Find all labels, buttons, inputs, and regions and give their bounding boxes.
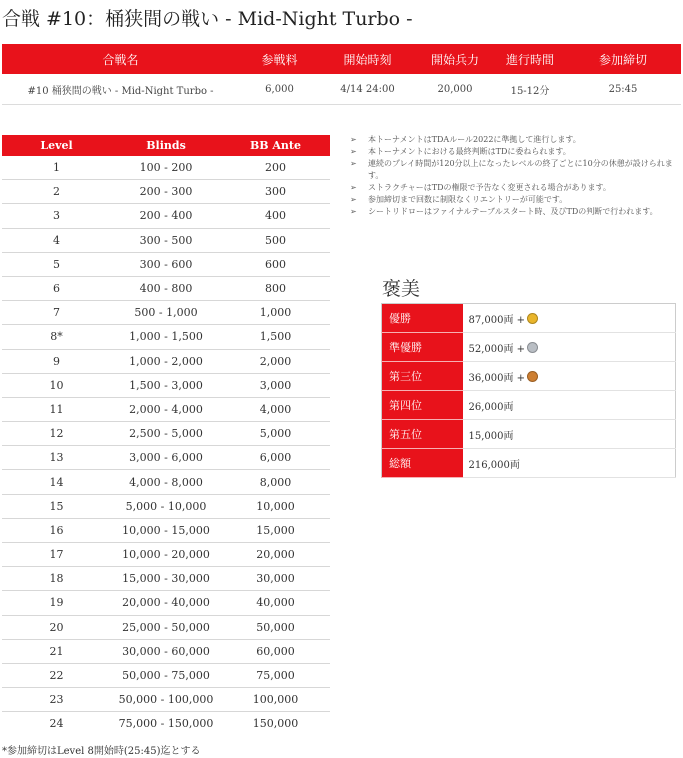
bb-ante-cell: 4,000 [221, 397, 330, 421]
prize-heading: 褒美 [382, 278, 421, 300]
blinds-cell: 2,500 - 5,000 [111, 422, 221, 446]
prize-cell [463, 391, 676, 420]
table-row [2, 494, 330, 518]
table-row [2, 156, 330, 180]
table-row [2, 180, 330, 204]
level-duration: 15-12分 [495, 74, 565, 105]
blinds-cell: 10,000 - 20,000 [111, 543, 221, 567]
prize-place: 第五位 [382, 420, 463, 449]
bb-ante-cell: 6,000 [221, 446, 330, 470]
prize-cell [463, 333, 676, 362]
bb-ante-cell: 400 [221, 204, 330, 228]
level-cell: 19 [2, 591, 111, 615]
table-row [2, 688, 330, 712]
prize-cell [463, 449, 676, 478]
table-row [2, 591, 330, 615]
bb-ante-cell: 50,000 [221, 615, 330, 639]
blinds-cell: 20,000 - 40,000 [111, 591, 221, 615]
level-cell: 23 [2, 688, 111, 712]
rules-list [350, 134, 683, 218]
blinds-cell: 1,000 - 2,000 [111, 349, 221, 373]
arrow-bullet-icon: ➢ [350, 147, 357, 156]
prize-place: 優勝 [382, 304, 463, 333]
prize-amount: 216,000両 [468, 459, 520, 471]
rule-text: シートリドローはファイナルテーブルスタート時、及びTDの判断で行われます。 [368, 207, 658, 216]
blinds-cell: 10,000 - 15,000 [111, 518, 221, 542]
prize-cell [463, 362, 676, 391]
prize-amount: 15,000両 [468, 430, 514, 442]
blind-structure-table [2, 135, 330, 736]
blinds-cell: 300 - 600 [111, 252, 221, 276]
bb-ante-cell: 100,000 [221, 688, 330, 712]
header-late-registration: 参加締切 [565, 44, 681, 74]
level-cell: 16 [2, 518, 111, 542]
table-row [382, 333, 676, 362]
blinds-cell: 50,000 - 100,000 [111, 688, 221, 712]
blinds-cell: 1,500 - 3,000 [111, 373, 221, 397]
level-cell: 20 [2, 615, 111, 639]
table-row [382, 420, 676, 449]
level-cell: 12 [2, 422, 111, 446]
bb-ante-cell: 600 [221, 252, 330, 276]
list-item [350, 146, 683, 158]
table-row [382, 391, 676, 420]
arrow-bullet-icon: ➢ [350, 159, 357, 168]
bb-ante-cell: 8,000 [221, 470, 330, 494]
table-row [2, 74, 681, 105]
blinds-cell: 400 - 800 [111, 276, 221, 300]
header-entry-fee: 参戦料 [239, 44, 320, 74]
prize-amount: 36,000両 + [468, 372, 526, 384]
bb-ante-cell: 75,000 [221, 663, 330, 687]
battle-name: #10 桶狭間の戦い - Mid-Night Turbo - [2, 74, 239, 105]
table-row [2, 663, 330, 687]
level-cell: 22 [2, 663, 111, 687]
prize-cell [463, 420, 676, 449]
blinds-cell: 200 - 300 [111, 180, 221, 204]
prize-table [381, 303, 676, 478]
list-item [350, 134, 683, 146]
table-row [2, 325, 330, 349]
table-row [2, 276, 330, 300]
table-row [2, 228, 330, 252]
table-row [2, 373, 330, 397]
bb-ante-cell: 1,000 [221, 301, 330, 325]
silver-medal-icon [527, 342, 538, 353]
header-level-duration: 進行時間 [495, 44, 565, 74]
list-item [350, 206, 683, 218]
table-row [2, 518, 330, 542]
blinds-cell: 25,000 - 50,000 [111, 615, 221, 639]
level-cell: 3 [2, 204, 111, 228]
bb-ante-cell: 1,500 [221, 325, 330, 349]
header-starting-stack: 開始兵力 [415, 44, 495, 74]
rule-text: ストラクチャーはTDの権限で予告なく変更される場合があります。 [368, 183, 611, 192]
blinds-cell: 75,000 - 150,000 [118, 717, 214, 731]
table-row [2, 712, 330, 736]
table-row [382, 449, 676, 478]
table-row [2, 470, 330, 494]
prize-amount: 87,000両 + [468, 314, 526, 326]
blinds-cell: 300 - 500 [111, 228, 221, 252]
prize-amount: 52,000両 + [468, 343, 526, 355]
table-row [2, 349, 330, 373]
level-cell: 1 [2, 156, 111, 180]
blinds-cell: 4,000 - 8,000 [111, 470, 221, 494]
table-row [382, 362, 676, 391]
arrow-bullet-icon: ➢ [350, 195, 357, 204]
starting-stack: 20,000 [415, 74, 495, 105]
bb-ante-cell: 150,000 [252, 717, 299, 731]
page-title: 合戦 #10：桶狭間の戦い - Mid-Night Turbo - [2, 8, 413, 30]
gold-medal-icon [527, 313, 538, 324]
tournament-summary-table [2, 44, 681, 105]
table-row [2, 543, 330, 567]
bb-ante-cell: 500 [221, 228, 330, 252]
header-battle-name: 合戦名 [2, 44, 239, 74]
prize-place: 準優勝 [382, 333, 463, 362]
bb-ante-cell: 5,000 [221, 422, 330, 446]
blinds-cell: 2,000 - 4,000 [111, 397, 221, 421]
start-time: 4/14 24:00 [320, 74, 415, 105]
list-item [350, 158, 683, 182]
level-cell: 10 [2, 373, 111, 397]
prize-place: 総額 [382, 449, 463, 478]
bronze-medal-icon [527, 371, 538, 382]
prize-cell [463, 304, 676, 333]
bb-ante-cell: 60,000 [221, 639, 330, 663]
level-cell: 4 [2, 228, 111, 252]
table-row [2, 567, 330, 591]
table-row [2, 446, 330, 470]
level-cell: 13 [2, 446, 111, 470]
blinds-cell: 50,000 - 75,000 [111, 663, 221, 687]
table-row [2, 615, 330, 639]
bb-ante-cell: 200 [221, 156, 330, 180]
bb-ante-cell: 3,000 [221, 373, 330, 397]
late-registration: 25:45 [565, 74, 681, 105]
bb-ante-cell: 10,000 [221, 494, 330, 518]
header-level: Level [2, 135, 111, 156]
level-cell: 15 [2, 494, 111, 518]
table-row [2, 422, 330, 446]
table-row [2, 252, 330, 276]
prize-place: 第三位 [382, 362, 463, 391]
blinds-cell: 100 - 200 [111, 156, 221, 180]
level-cell: 18 [2, 567, 111, 591]
late-registration-footnote: *参加締切はLevel 8開始時(25:45)迄とする [2, 746, 201, 757]
level-cell: 11 [2, 397, 111, 421]
bb-ante-cell: 20,000 [221, 543, 330, 567]
level-cell: 5 [2, 252, 111, 276]
table-row [2, 204, 330, 228]
arrow-bullet-icon: ➢ [350, 183, 357, 192]
table-row [382, 304, 676, 333]
bb-ante-cell: 300 [221, 180, 330, 204]
level-cell: 2 [2, 180, 111, 204]
bb-ante-cell: 2,000 [221, 349, 330, 373]
level-cell: 14 [2, 470, 111, 494]
blinds-cell: 1,000 - 1,500 [111, 325, 221, 349]
blinds-cell: 200 - 400 [111, 204, 221, 228]
level-cell: 17 [2, 543, 111, 567]
arrow-bullet-icon: ➢ [350, 207, 357, 216]
rule-text: 本トーナメントにおける最終判断はTDに委ねられます。 [368, 147, 571, 156]
bb-ante-cell: 40,000 [221, 591, 330, 615]
blinds-cell: 5,000 - 10,000 [111, 494, 221, 518]
table-row [2, 301, 330, 325]
rule-text: 本トーナメントはTDAルール2022に準拠して進行します。 [368, 135, 581, 144]
bb-ante-cell: 800 [221, 276, 330, 300]
blinds-cell: 500 - 1,000 [111, 301, 221, 325]
level-cell: 21 [2, 639, 111, 663]
list-item [350, 182, 683, 194]
rule-text: 参加締切まで回数に制限なくリエントリーが可能です。 [368, 195, 568, 204]
rule-text: 連続のプレイ時間が120分以上になったレベルの終了ごとに10分の休憩が設けられます。 [368, 159, 673, 180]
prize-place: 第四位 [382, 391, 463, 420]
level-cell: 8* [2, 325, 111, 349]
list-item [350, 194, 683, 206]
blinds-cell: 30,000 - 60,000 [111, 639, 221, 663]
table-row [2, 639, 330, 663]
header-blinds: Blinds [111, 135, 221, 156]
level-cell: 9 [2, 349, 111, 373]
bb-ante-cell: 30,000 [221, 567, 330, 591]
prize-amount: 26,000両 [468, 401, 514, 413]
header-bb-ante: BB Ante [221, 135, 330, 156]
level-cell: 6 [2, 276, 111, 300]
blinds-cell: 3,000 - 6,000 [111, 446, 221, 470]
blinds-cell: 15,000 - 30,000 [111, 567, 221, 591]
entry-fee: 6,000 [239, 74, 320, 105]
bb-ante-cell: 15,000 [221, 518, 330, 542]
header-start-time: 開始時刻 [320, 44, 415, 74]
level-cell: 24 [49, 717, 64, 731]
level-cell: 7 [2, 301, 111, 325]
table-row [2, 397, 330, 421]
arrow-bullet-icon: ➢ [350, 135, 357, 144]
